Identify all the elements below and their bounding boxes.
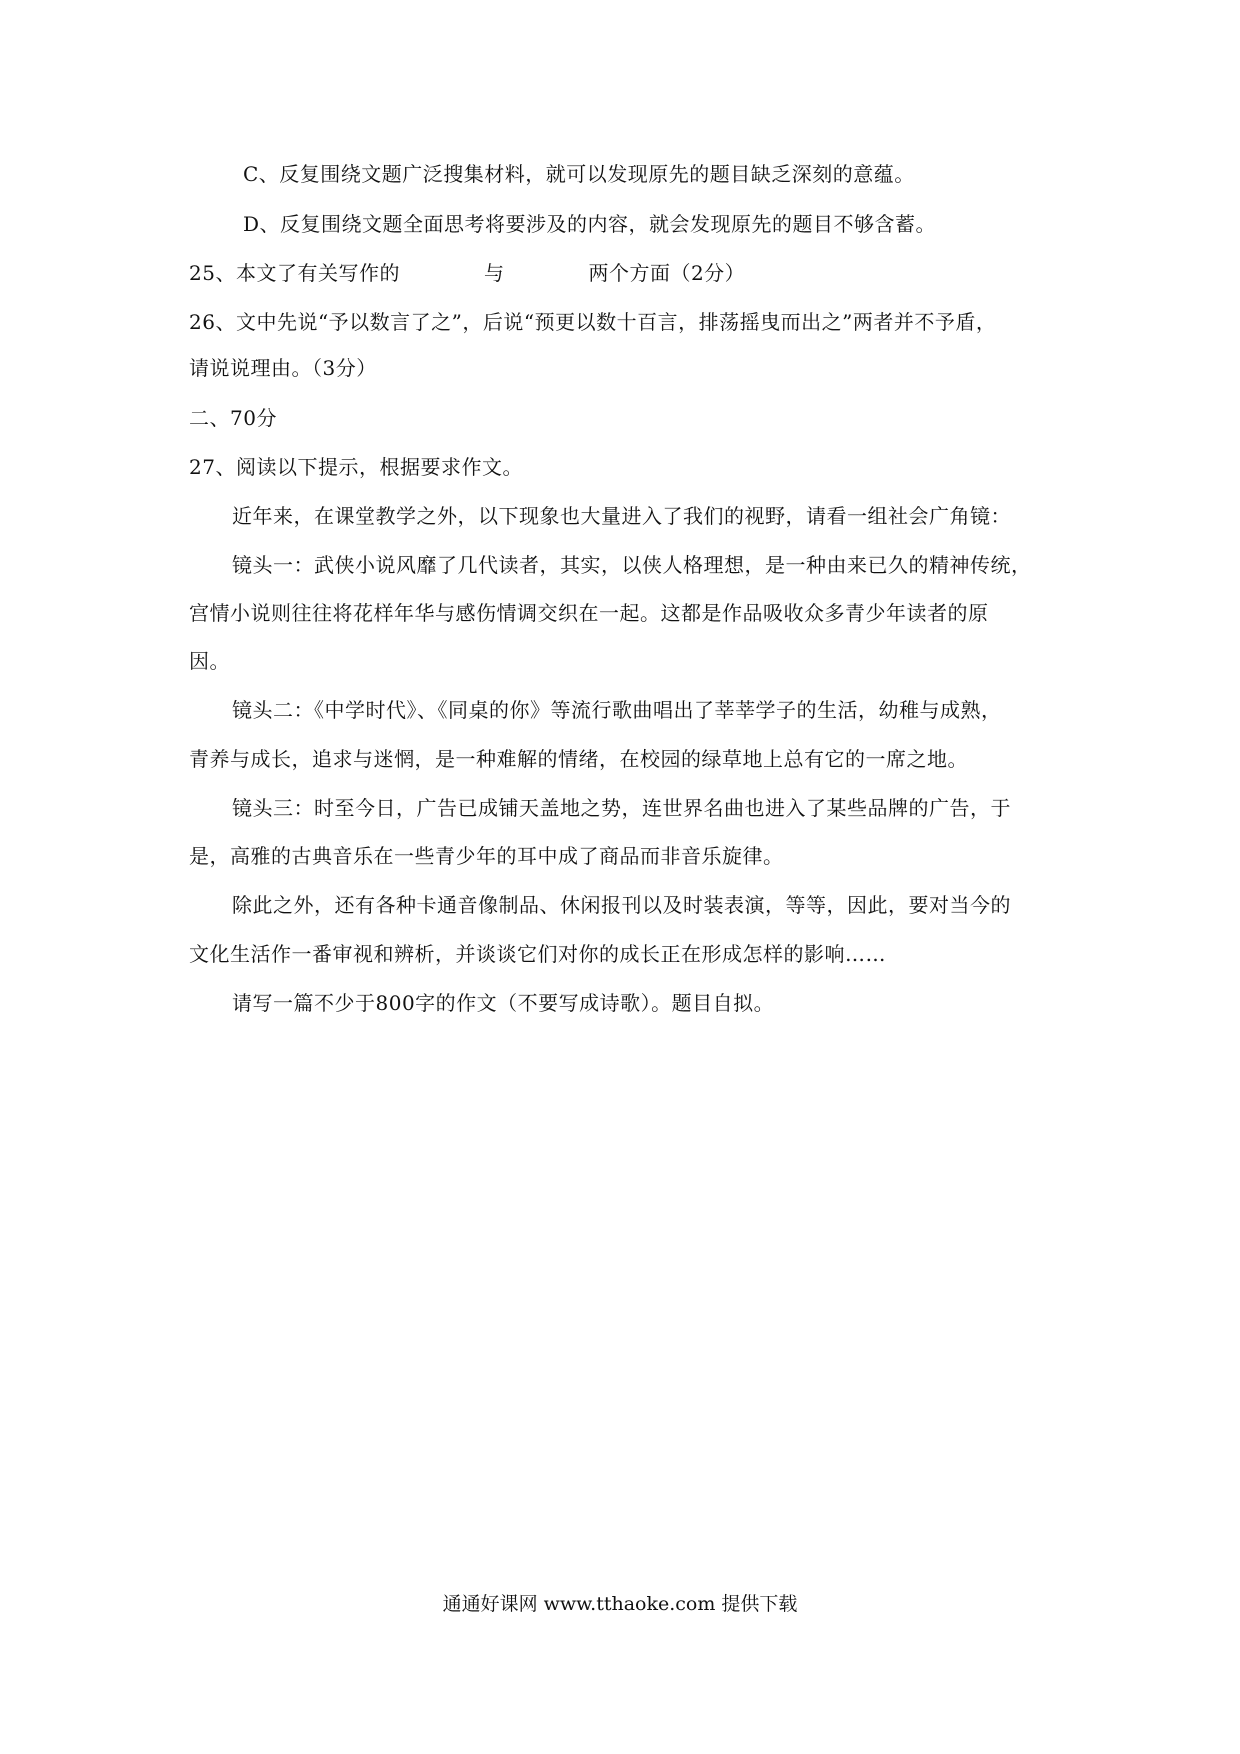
question-25-part-b: 与 [483,261,505,285]
paragraph-shot-1-line-1: 镜头一：武侠小说风靡了几代读者，其实，以侠人格理想，是一种由来已久的精神传统， [232,553,1032,577]
paragraph-other-line-2: 文化生活作一番审视和辨析，并谈谈它们对你的成长正在形成怎样的影响…… [189,942,886,966]
paragraph-shot-2-line-1: 镜头二：《中学时代》、《同桌的你》等流行歌曲唱出了莘莘学子的生活，幼稚与成熟， [232,698,1002,722]
question-25-part-a: 25、本文了有关写作的 [189,261,400,285]
section-two-heading: 二、70分 [189,406,277,430]
question-25-part-c: 两个方面（2分） [588,261,746,285]
question-27: 27、阅读以下提示，根据要求作文。 [189,455,523,479]
paragraph-shot-1-line-2: 宫情小说则往往将花样年华与感伤情调交织在一起。这都是作品吸收众多青少年读者的原 [189,601,989,625]
question-26-line-1: 26、文中先说“予以数言了之”，后说“预更以数十百言，排荡摇曳而出之”两者并不予盾， [189,310,997,334]
paragraph-other-line-1: 除此之外，还有各种卡通音像制品、休闲报刊以及时装表演，等等，因此，要对当今的 [232,893,1011,917]
essay-requirement: 请写一篇不少于800字的作文（不要写成诗歌）。题目自拟。 [232,991,775,1015]
paragraph-shot-3-line-1: 镜头三：时至今日，广告已成铺天盖地之势，连世界名曲也进入了某些品牌的广告，于 [232,796,1011,820]
option-c: C、反复围绕文题广泛搜集材料，就可以发现原先的题目缺乏深刻的意蕴。 [243,162,915,186]
question-25 [189,260,745,286]
paragraph-intro: 近年来，在课堂教学之外，以下现象也大量进入了我们的视野，请看一组社会广角镜： [232,504,1011,528]
paragraph-shot-1-line-3: 因。 [189,649,230,673]
option-d: D、反复围绕文题全面思考将要涉及的内容，就会发现原先的题目不够含蓄。 [243,212,937,236]
paragraph-shot-2-line-2: 青养与成长，追求与迷惘，是一种难解的情绪，在校园的绿草地上总有它的一席之地。 [189,747,968,771]
question-26-line-2: 请说说理由。（3分） [189,356,377,380]
paragraph-shot-3-line-2: 是，高雅的古典音乐在一些青少年的耳中成了商品而非音乐旋律。 [189,844,784,868]
page-footer: 通通好课网 www.tthaoke.com 提供下载 [442,1593,798,1615]
